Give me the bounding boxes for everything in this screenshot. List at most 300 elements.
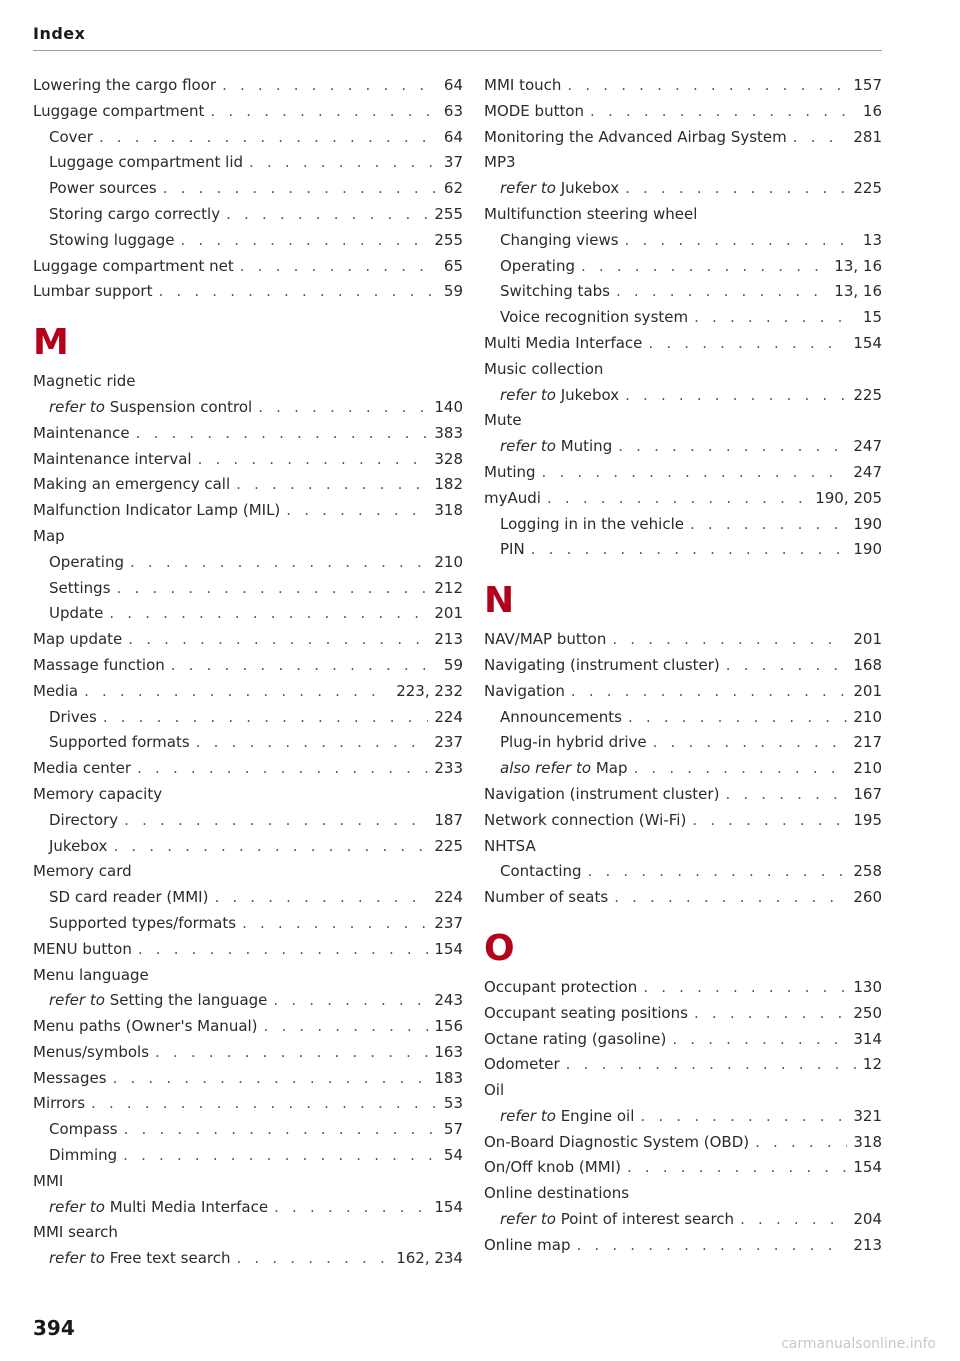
cross-reference-prefix: refer to — [49, 991, 105, 1010]
entry-page-ref: 154 — [434, 939, 463, 958]
entry-page-ref: 59 — [443, 282, 463, 301]
index-subentry — [33, 179, 463, 205]
cross-reference-prefix: refer to — [49, 397, 105, 416]
entry-page-ref: 65 — [443, 256, 463, 275]
dot-leader — [273, 991, 428, 1009]
entry-page-ref: 13, 16 — [834, 282, 882, 301]
cross-reference-prefix: also refer to — [500, 759, 592, 778]
dot-leader — [113, 1069, 429, 1087]
dot-leader — [694, 1004, 847, 1022]
entry-page-ref: 187 — [434, 810, 463, 829]
entry-label — [33, 372, 136, 390]
entry-term: Muting — [560, 437, 613, 456]
dot-leader — [103, 708, 429, 726]
entry-label — [484, 1158, 621, 1176]
index-entry — [484, 811, 882, 837]
entry-page-ref: 210 — [853, 759, 882, 778]
dot-leader — [625, 231, 857, 249]
index-entry — [484, 153, 882, 179]
entry-term: Voice recognition system — [500, 308, 689, 327]
index-entry — [33, 424, 463, 450]
dot-leader — [99, 128, 438, 146]
dot-leader — [793, 128, 848, 146]
cross-reference-prefix: refer to — [49, 1249, 105, 1268]
entry-term: On/Off knob (MMI) — [484, 1158, 621, 1177]
entry-page-ref: 328 — [434, 449, 463, 468]
entry-label — [484, 1133, 749, 1151]
entry-term: PIN — [500, 540, 525, 559]
index-entry — [484, 1158, 882, 1184]
index-subentry — [484, 540, 882, 566]
entry-term: Memory card — [33, 862, 132, 881]
index-entry — [33, 76, 463, 102]
entry-label — [484, 128, 787, 146]
entry-label — [49, 1249, 231, 1267]
entry-term: Mute — [484, 411, 522, 430]
entry-label — [33, 682, 78, 700]
index-subentry — [33, 888, 463, 914]
dot-leader — [196, 733, 429, 751]
entry-page-ref: 201 — [853, 681, 882, 700]
dot-leader — [566, 1055, 857, 1073]
entry-label — [33, 102, 204, 120]
dot-leader — [643, 978, 847, 996]
index-subentry — [484, 282, 882, 308]
dot-leader — [614, 888, 847, 906]
dot-leader — [249, 153, 438, 171]
index-entry — [33, 450, 463, 476]
entry-page-ref: 13 — [862, 230, 882, 249]
index-subentry — [33, 733, 463, 759]
entry-page-ref: 64 — [443, 76, 463, 94]
entry-term: Monitoring the Advanced Airbag System — [484, 127, 787, 146]
dot-leader — [648, 334, 847, 352]
dot-leader — [123, 1146, 438, 1164]
index-letter-heading: M — [33, 322, 69, 364]
index-entry — [33, 372, 463, 398]
entry-label — [484, 630, 606, 648]
entry-label — [49, 179, 157, 197]
watermark: carmanualsonline.info — [781, 1336, 936, 1352]
index-entry — [484, 489, 882, 515]
index-subentry — [484, 1107, 882, 1133]
index-letter-heading: O — [484, 927, 515, 969]
entry-term: Media center — [33, 759, 132, 778]
dot-leader — [625, 179, 847, 197]
entry-term: Power sources — [49, 179, 157, 198]
index-subentry — [33, 914, 463, 940]
entry-page-ref: 157 — [853, 76, 882, 94]
dot-leader — [222, 76, 438, 94]
entry-term: Luggage compartment net — [33, 256, 234, 275]
entry-label — [484, 463, 536, 481]
dot-leader — [210, 102, 438, 120]
entry-page-ref: 225 — [434, 836, 463, 855]
entry-term: Jukebox — [49, 836, 108, 855]
entry-term: NAV/MAP button — [484, 630, 607, 649]
entry-term: Media — [33, 681, 79, 700]
cross-reference-prefix: refer to — [500, 437, 556, 456]
dot-leader — [571, 682, 847, 700]
page-number: 394 — [33, 1316, 75, 1340]
dot-leader — [84, 682, 390, 700]
entry-label — [500, 1210, 734, 1228]
entry-term: Setting the language — [109, 991, 268, 1010]
entry-term: Update — [49, 604, 104, 623]
entry-page-ref: 210 — [434, 552, 463, 571]
index-entry — [33, 785, 463, 811]
entry-term: Operating — [500, 256, 575, 275]
cross-reference-prefix: refer to — [49, 1197, 105, 1216]
entry-page-ref: 233 — [434, 759, 463, 778]
entry-term: Luggage compartment — [33, 101, 205, 120]
index-entry — [484, 128, 882, 154]
entry-page-ref: 260 — [853, 888, 882, 907]
entry-label — [500, 1107, 634, 1125]
entry-label — [33, 785, 162, 803]
cross-reference-prefix: refer to — [500, 1106, 556, 1125]
entry-label — [33, 940, 132, 958]
index-subentry — [33, 708, 463, 734]
dot-leader — [755, 1133, 847, 1151]
entry-term: Online map — [484, 1235, 571, 1254]
entry-label — [484, 1236, 570, 1254]
cross-reference-prefix: refer to — [500, 385, 556, 404]
entry-page-ref: 243 — [434, 991, 463, 1010]
entry-label — [484, 360, 603, 378]
entry-label — [500, 257, 575, 275]
entry-term: Memory capacity — [33, 784, 163, 803]
entry-term: Plug-in hybrid drive — [500, 733, 647, 752]
entry-page-ref: 64 — [443, 127, 463, 146]
entry-label — [33, 527, 65, 545]
entry-label — [33, 1069, 107, 1087]
dot-leader — [618, 437, 847, 455]
entry-page-ref: 37 — [443, 153, 463, 172]
entry-term: Online destinations — [484, 1184, 630, 1203]
entry-label — [484, 811, 686, 829]
index-subentry — [33, 205, 463, 231]
entry-label — [49, 991, 267, 1009]
dot-leader — [581, 257, 828, 275]
entry-page-ref: 321 — [853, 1106, 882, 1125]
index-entry — [484, 1081, 882, 1107]
index-entry — [33, 1017, 463, 1043]
entry-term: Navigation — [484, 681, 565, 700]
index-entry — [33, 1223, 463, 1249]
index-subentry — [484, 386, 882, 412]
entry-label — [500, 282, 610, 300]
dot-leader — [226, 205, 428, 223]
index-subentry — [484, 231, 882, 257]
header-divider — [33, 50, 882, 51]
dot-leader — [567, 76, 847, 94]
entry-page-ref: 163 — [434, 1042, 463, 1061]
entry-page-ref: 62 — [443, 179, 463, 198]
dot-leader — [692, 811, 847, 829]
index-entry — [484, 102, 882, 128]
entry-page-ref: 140 — [434, 397, 463, 416]
dot-leader — [240, 257, 438, 275]
entry-term: Map update — [33, 630, 123, 649]
index-entry — [484, 888, 882, 914]
dot-leader — [531, 540, 848, 558]
entry-label — [49, 579, 111, 597]
index-entry — [484, 1055, 882, 1081]
entry-page-ref: 281 — [853, 127, 882, 146]
entry-page-ref: 318 — [434, 501, 463, 520]
entry-label — [484, 1004, 688, 1022]
index-subentry — [33, 991, 463, 1017]
entry-label — [33, 76, 216, 94]
entry-label — [500, 759, 627, 777]
entry-label — [33, 862, 132, 880]
entry-label — [33, 630, 122, 648]
entry-term: Octane rating (gasoline) — [484, 1029, 667, 1048]
entry-page-ref: 154 — [434, 1197, 463, 1216]
dot-leader — [286, 501, 428, 519]
entry-label — [484, 1184, 629, 1202]
index-subentry — [33, 811, 463, 837]
entry-label — [33, 656, 165, 674]
entry-page-ref: 168 — [853, 655, 882, 674]
dot-leader — [588, 862, 848, 880]
entry-term: Occupant protection — [484, 977, 638, 996]
entry-label — [49, 1120, 118, 1138]
entry-page-ref: 201 — [434, 604, 463, 623]
entry-term: Switching tabs — [500, 282, 610, 301]
entry-term: Messages — [33, 1068, 107, 1087]
entry-page-ref: 16 — [862, 101, 882, 120]
entry-term: Navigation (instrument cluster) — [484, 784, 720, 803]
index-entry — [33, 630, 463, 656]
entry-label — [484, 334, 642, 352]
index-entry — [33, 102, 463, 128]
entry-term: Jukebox — [560, 179, 620, 198]
dot-leader — [242, 914, 428, 932]
entry-page-ref: 255 — [434, 204, 463, 223]
entry-page-ref: 217 — [853, 733, 882, 752]
dot-leader — [124, 811, 428, 829]
dot-leader — [590, 102, 857, 120]
index-entry — [484, 1030, 882, 1056]
entry-page-ref: 130 — [853, 977, 882, 996]
index-entry — [484, 334, 882, 360]
index-entry — [33, 759, 463, 785]
entry-term: Massage function — [33, 655, 165, 674]
entry-label — [33, 1094, 85, 1112]
entry-label — [33, 966, 149, 984]
entry-page-ref: 183 — [434, 1068, 463, 1087]
index-subentry — [484, 515, 882, 541]
entry-term: MODE button — [484, 101, 585, 120]
dot-leader — [113, 837, 428, 855]
index-entry — [484, 1184, 882, 1210]
dot-leader — [542, 463, 848, 481]
entry-label — [484, 489, 541, 507]
entry-label — [500, 708, 622, 726]
entry-term: Drives — [49, 707, 97, 726]
entry-term: Menu language — [33, 965, 149, 984]
entry-label — [484, 102, 584, 120]
entry-page-ref: 63 — [443, 101, 463, 120]
dot-leader — [258, 398, 428, 416]
entry-term: Supported types/formats — [49, 913, 237, 932]
entry-label — [49, 708, 97, 726]
dot-leader — [616, 282, 828, 300]
entry-label — [484, 682, 565, 700]
index-entry — [33, 527, 463, 553]
entry-label — [500, 386, 619, 404]
entry-term: Multi Media Interface — [484, 333, 643, 352]
index-entry — [484, 411, 882, 437]
entry-term: myAudi — [484, 488, 541, 507]
entry-page-ref: 250 — [853, 1003, 882, 1022]
index-entry — [33, 656, 463, 682]
entry-label — [500, 231, 619, 249]
entry-page-ref: 383 — [434, 423, 463, 442]
dot-leader — [109, 604, 428, 622]
index-subentry — [484, 862, 882, 888]
entry-page-ref: 212 — [434, 578, 463, 597]
entry-label — [33, 759, 131, 777]
dot-leader — [690, 515, 847, 533]
dot-leader — [633, 759, 847, 777]
entry-term: MMI touch — [484, 76, 562, 94]
entry-term: MMI search — [33, 1223, 118, 1242]
entry-term: Cover — [49, 127, 93, 146]
index-entry — [33, 282, 463, 308]
entry-page-ref: 162, 234 — [396, 1249, 463, 1268]
entry-label — [49, 231, 174, 249]
index-subentry — [33, 128, 463, 154]
dot-leader — [171, 656, 438, 674]
entry-label — [49, 1146, 117, 1164]
entry-term: Storing cargo correctly — [49, 204, 221, 223]
dot-leader — [672, 1030, 847, 1048]
entry-page-ref: 255 — [434, 230, 463, 249]
entry-page-ref: 54 — [443, 1146, 463, 1165]
dot-leader — [198, 450, 429, 468]
entry-term: Magnetic ride — [33, 372, 136, 391]
entry-page-ref: 224 — [434, 888, 463, 907]
entry-term: Directory — [49, 810, 119, 829]
index-subentry — [484, 257, 882, 283]
dot-leader — [640, 1107, 847, 1125]
entry-term: On-Board Diagnostic System (OBD) — [484, 1132, 750, 1151]
index-subentry — [484, 708, 882, 734]
entry-label — [49, 604, 103, 622]
dot-leader — [264, 1017, 429, 1035]
entry-label — [484, 153, 516, 171]
entry-term: Occupant seating positions — [484, 1003, 688, 1022]
entry-term: Supported formats — [49, 733, 190, 752]
entry-label — [33, 1172, 63, 1190]
dot-leader — [130, 553, 428, 571]
entry-term: Menus/symbols — [33, 1042, 150, 1061]
entry-label — [49, 128, 93, 146]
entry-label — [49, 205, 220, 223]
entry-label — [33, 450, 192, 468]
entry-label — [49, 811, 118, 829]
entry-page-ref: 190 — [853, 514, 882, 533]
entry-page-ref: 237 — [434, 913, 463, 932]
entry-term: Menu paths (Owner's Manual) — [33, 1017, 258, 1036]
dot-leader — [576, 1236, 847, 1254]
entry-term: Mirrors — [33, 1094, 86, 1113]
entry-page-ref: 154 — [853, 333, 882, 352]
index-column-left — [33, 76, 463, 1275]
entry-term: Making an emergency call — [33, 475, 231, 494]
entry-label — [484, 1081, 504, 1099]
entry-label — [500, 437, 612, 455]
entry-label — [49, 398, 252, 416]
cross-reference-prefix: refer to — [500, 1210, 556, 1229]
dot-leader — [128, 630, 428, 648]
entry-term: Changing views — [500, 230, 619, 249]
index-entry — [33, 940, 463, 966]
entry-label — [484, 837, 536, 855]
entry-page-ref: 210 — [853, 707, 882, 726]
entry-term: Luggage compartment lid — [49, 153, 244, 172]
entry-term: NHTSA — [484, 836, 536, 855]
entry-label — [49, 733, 190, 751]
entry-term: Map — [595, 759, 628, 778]
dot-leader — [726, 656, 848, 674]
index-subentry — [33, 153, 463, 179]
entry-label — [49, 553, 124, 571]
entry-term: Malfunction Indicator Lamp (MIL) — [33, 501, 281, 520]
dot-leader — [628, 708, 847, 726]
dot-leader — [653, 733, 848, 751]
index-entry — [33, 1069, 463, 1095]
index-subentry — [33, 1198, 463, 1224]
entry-page-ref: 213 — [853, 1235, 882, 1254]
entry-label — [500, 515, 684, 533]
entry-page-ref: 156 — [434, 1017, 463, 1036]
entry-label — [33, 501, 280, 519]
dot-leader — [137, 759, 428, 777]
index-entry — [484, 1133, 882, 1159]
index-entry — [33, 682, 463, 708]
dot-leader — [138, 940, 428, 958]
index-subentry — [484, 759, 882, 785]
index-entry — [484, 76, 882, 102]
page-header-title: Index — [33, 24, 86, 43]
dot-leader — [725, 785, 847, 803]
index-entry — [484, 682, 882, 708]
entry-label — [49, 153, 243, 171]
entry-term: MMI — [33, 1171, 64, 1190]
entry-label — [484, 411, 522, 429]
dot-leader — [694, 308, 857, 326]
entry-label — [484, 1030, 666, 1048]
entry-page-ref: 225 — [853, 179, 882, 198]
entry-term: Network connection (Wi-Fi) — [484, 810, 687, 829]
entry-label — [33, 475, 230, 493]
dot-leader — [155, 1043, 428, 1061]
dot-leader — [117, 579, 429, 597]
entry-term: MP3 — [484, 153, 516, 172]
entry-term: Music collection — [484, 359, 604, 378]
entry-label — [33, 424, 130, 442]
entry-term: Map — [33, 526, 65, 545]
index-subentry — [484, 437, 882, 463]
entry-term: Number of seats — [484, 888, 609, 907]
index-entry — [33, 1043, 463, 1069]
index-entry — [484, 205, 882, 231]
entry-label — [500, 540, 525, 558]
